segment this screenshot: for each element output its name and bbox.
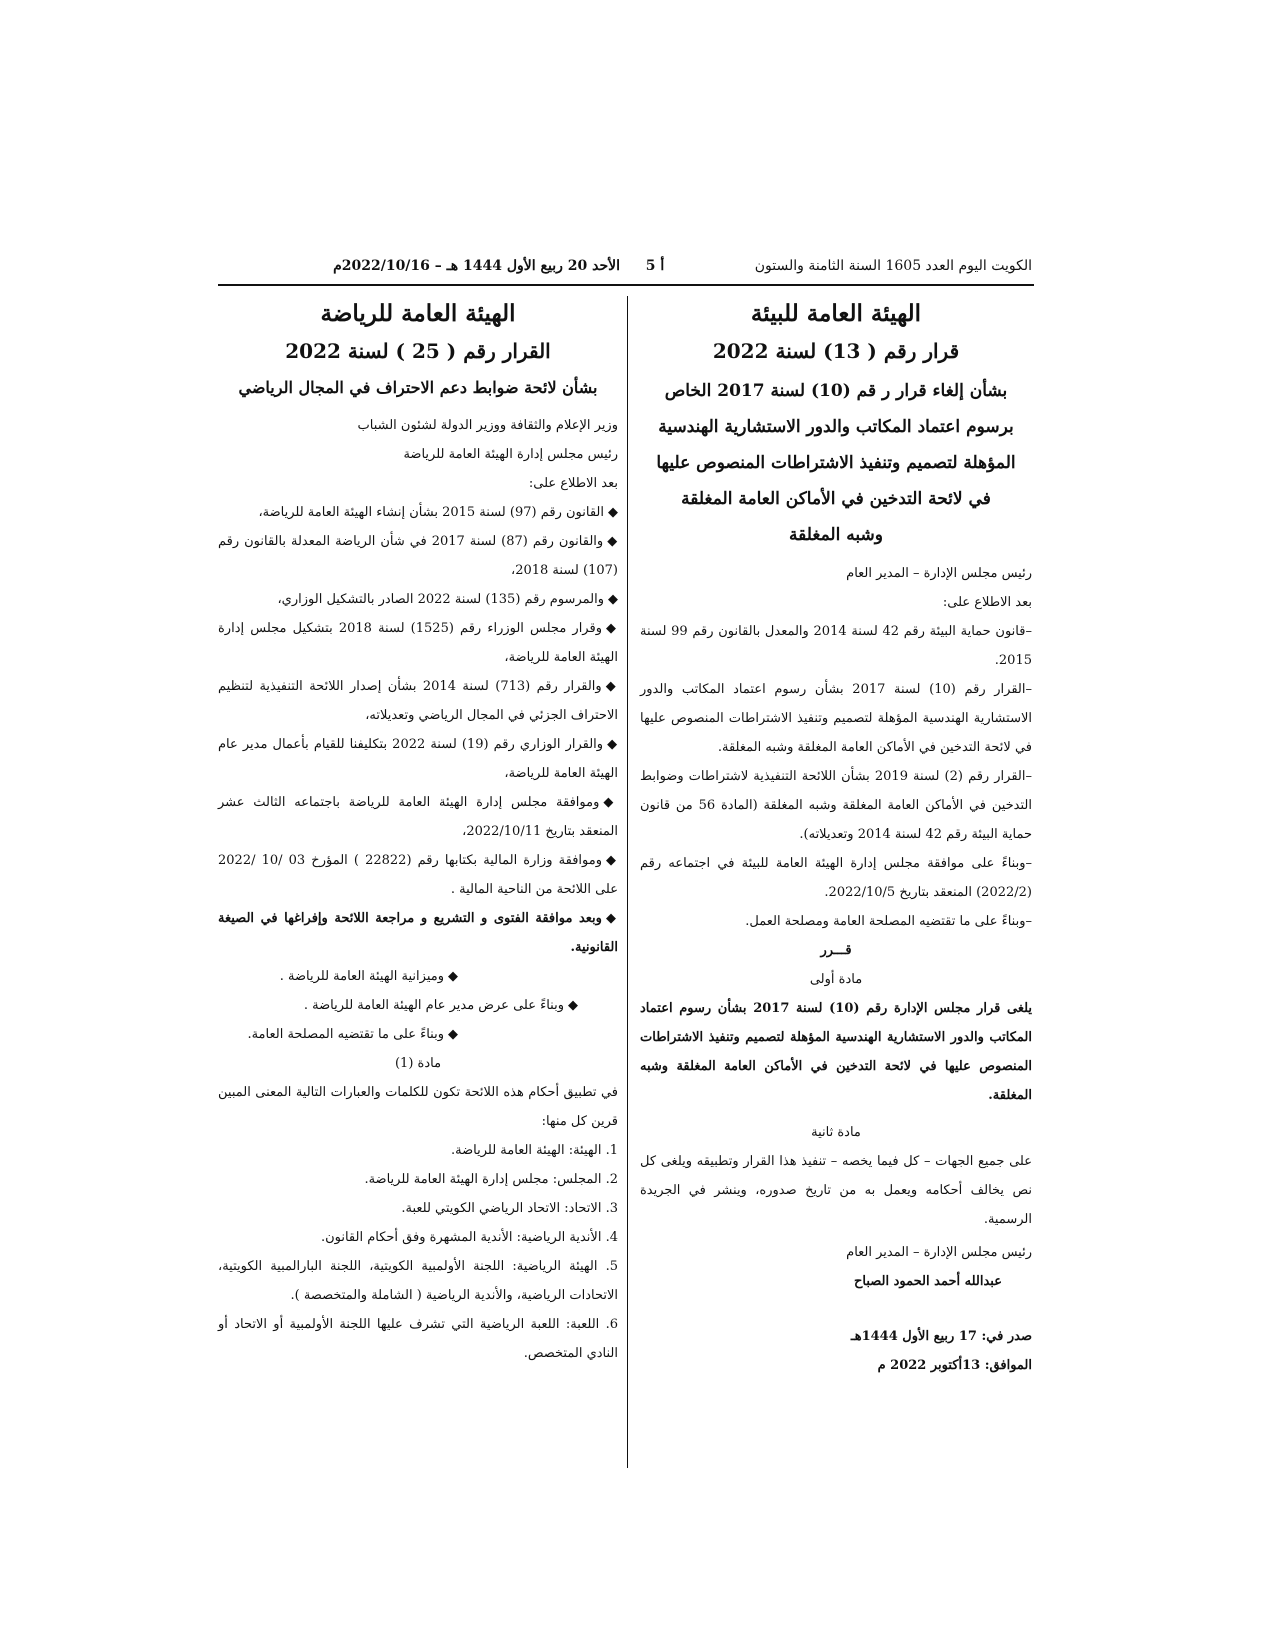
diamond-bullet-icon: ◆ bbox=[605, 911, 618, 926]
preamble-paragraph: –القرار رقم (10) لسنة 2017 بشأن رسوم اعتماد المكاتب والدور الاستشارية الهندسية المؤهلة لتصميم وتنفيذ الاشتراطات المنصوص عليها في لائحة التدخين في الأماكن العامة المغلقة وشبه المغلقة. bbox=[640, 682, 1032, 755]
diamond-bullet-icon: ◆ bbox=[605, 621, 618, 636]
list-item: ◆وموافقة مجلس إدارة الهيئة العامة للرياضة باجتماعه الثالث عشر المنعقد بتاريخ 2022/10/11، bbox=[218, 795, 618, 839]
list-item: ◆وموافقة وزارة المالية بكتابها رقم (22822 ) المؤرخ 03 /10 /2022 على اللائحة من الناحية المالية . bbox=[218, 853, 618, 897]
subject-line: المؤهلة لتصميم وتنفيذ الاشتراطات المنصوص عليها bbox=[656, 453, 1016, 473]
decision-subject bbox=[640, 373, 1032, 553]
list-item: ◆والقرار رقم (713) لسنة 2014 بشأن إصدار اللائحة التنفيذية لتنظيم الاحتراف الجزئي في المجال الرياضي وتعديلاته، bbox=[218, 679, 618, 723]
diamond-bullet-icon: ◆ bbox=[448, 1027, 458, 1042]
preamble-paragraph: –قانون حماية البيئة رقم 42 لسنة 2014 والمعدل بالقانون رقم 99 لسنة 2015. bbox=[640, 624, 1032, 668]
diamond-bullet-icon: ◆ bbox=[605, 679, 618, 694]
issuer: رئيس مجلس إدارة الهيئة العامة للرياضة bbox=[403, 447, 618, 462]
gazette-issue-info: الكويت اليوم العدد 1605 السنة الثامنة والستون bbox=[754, 258, 1032, 274]
list-item: ◆والقرار الوزاري رقم (19) لسنة 2022 بتكليفنا للقيام بأعمال مدير عام الهيئة العامة للرياضة، bbox=[218, 737, 619, 781]
preamble-paragraph: –القرار رقم (2) لسنة 2019 بشأن اللائحة التنفيذية لاشتراطات وضوابط التدخين في الأماكن العامة المغلقة وشبه المغلقة (المادة 56 من قانون حماية البيئة رقم 42 لسنة 2014 وتعديلاته). bbox=[640, 769, 1032, 842]
definition-item: 5. الهيئة الرياضية: اللجنة الأولمبية الكويتية، اللجنة البارالمبية الكويتية، الاتحادات الرياضية، والأندية الرياضية ( الشاملة والمتخصصة ). bbox=[218, 1259, 618, 1303]
list-item: ◆والمرسوم رقم (135) لسنة 2022 الصادر بالتشكيل الوزاري، bbox=[277, 592, 618, 607]
article-title: مادة أولى bbox=[809, 972, 863, 987]
signature-name: عبدالله أحمد الحمود الصباح bbox=[853, 1274, 1002, 1289]
preamble-paragraph: –وبناءً على ما تقتضيه المصلحة العامة ومصلحة العمل. bbox=[745, 914, 1032, 929]
definition-item: 3. الاتحاد: الاتحاد الرياضي الكويتي للعبة. bbox=[401, 1201, 618, 1216]
diamond-bullet-icon: ◆ bbox=[607, 737, 619, 752]
subject-line: برسوم اعتماد المكاتب والدور الاستشارية الهندسية bbox=[658, 417, 1014, 437]
signature-title: رئيس مجلس الإدارة – المدير العام bbox=[846, 1245, 1032, 1260]
corresponding-date: الموافق: 13أكتوبر 2022 م bbox=[877, 1358, 1032, 1373]
subject-line: وشبه المغلقة bbox=[789, 525, 883, 545]
definition-item: 2. المجلس: مجلس إدارة الهيئة العامة للرياضة. bbox=[364, 1172, 618, 1187]
definition-item: 4. الأندية الرياضية: الأندية المشهرة وفق أحكام القانون. bbox=[320, 1230, 618, 1245]
decision-number: قرار رقم ( 13) لسنة 2022 bbox=[712, 339, 960, 363]
subject-line: في لائحة التدخين في الأماكن العامة المغلقة bbox=[681, 489, 991, 509]
issuer: رئيس مجلس الإدارة – المدير العام bbox=[846, 566, 1032, 581]
article-title: مادة (1) bbox=[394, 1056, 442, 1071]
diamond-bullet-icon: ◆ bbox=[448, 969, 458, 984]
page-number: أ 5 bbox=[645, 258, 665, 274]
header-rule bbox=[218, 284, 1034, 286]
issued-date: صدر في: 17 ربيع الأول 1444هـ bbox=[850, 1329, 1032, 1344]
org-title: الهيئة العامة للرياضة bbox=[320, 300, 516, 327]
environment-authority-column bbox=[640, 300, 1032, 1380]
list-item: ◆القانون رقم (97) لسنة 2015 بشأن إنشاء الهيئة العامة للرياضة، bbox=[258, 505, 618, 520]
decision-subject: بشأن لائحة ضوابط دعم الاحتراف في المجال الرياضي bbox=[238, 378, 598, 397]
definition-item: 6. اللعبة: اللعبة الرياضية التي تشرف عليها اللجنة الأولمبية أو الاتحاد أو النادي المتخصص. bbox=[218, 1317, 618, 1361]
subject-line: بشأن إلغاء قرار ر قم (10) لسنة 2017 الخاص bbox=[664, 381, 1008, 401]
article-body: يلغى قرار مجلس الإدارة رقم (10) لسنة 2017 بشأن رسوم اعتماد المكاتب والدور الاستشارية الهندسية المؤهلة لتصميم وتنفيذ الاشتراطات المنصوص عليها في لائحة التدخين في الأماكن العامة المغلقة وشبه المغلقة. bbox=[640, 1001, 1033, 1103]
definition-item: 1. الهيئة: الهيئة العامة للرياضة. bbox=[451, 1143, 618, 1158]
issuer: وزير الإعلام والثقافة ووزير الدولة لشئون الشباب bbox=[357, 418, 618, 433]
diamond-bullet-icon: ◆ bbox=[606, 853, 618, 868]
diamond-bullet-icon: ◆ bbox=[607, 534, 619, 549]
list-item: ◆وقرار مجلس الوزراء رقم (1525) لسنة 2018 بتشكيل مجلس إدارة الهيئة العامة للرياضة، bbox=[218, 621, 618, 665]
after-review: بعد الاطلاع على: bbox=[528, 476, 618, 491]
diamond-bullet-icon: ◆ bbox=[608, 592, 618, 607]
list-item: ◆والقانون رقم (87) لسنة 2017 في شأن الرياضة المعدلة بالقانون رقم (107) لسنة 2018، bbox=[218, 534, 619, 578]
article-title: مادة ثانية bbox=[811, 1125, 861, 1140]
diamond-bullet-icon: ◆ bbox=[608, 505, 618, 520]
preamble-paragraph: –وبناءً على موافقة مجلس إدارة الهيئة العامة للبيئة في اجتماعه رقم (2022/2) المنعقد بتاريخ 2022/10/5. bbox=[640, 856, 1032, 900]
decision-number: القرار رقم ( 25 ) لسنة 2022 bbox=[285, 339, 551, 363]
list-item: ◆وبعد موافقة الفتوى و التشريع و مراجعة اللائحة وإفراغها في الصيغة القانونية. bbox=[218, 911, 618, 955]
sports-authority-column bbox=[218, 300, 618, 1368]
after-review: بعد الاطلاع على: bbox=[942, 595, 1032, 610]
issue-date: الأحد 20 ربيع الأول 1444 هـ – 2022/10/16م bbox=[333, 258, 620, 274]
org-title: الهيئة العامة للبيئة bbox=[750, 300, 922, 327]
list-item: ◆وبناءً على عرض مدير عام الهيئة العامة للرياضة . bbox=[303, 998, 578, 1013]
list-item: ◆وبناءً على ما تقتضيه المصلحة العامة. bbox=[247, 1027, 458, 1042]
diamond-bullet-icon: ◆ bbox=[568, 998, 578, 1013]
article-body: على جميع الجهات – كل فيما يخصه – تنفيذ هذا القرار وتطبيقه ويلغى كل نص يخالف أحكامه ويعمل به من تاريخ صدوره، وينشر في الجريدة الرسمية. bbox=[640, 1154, 1032, 1227]
diamond-bullet-icon: ◆ bbox=[603, 795, 618, 810]
column-divider bbox=[627, 296, 628, 1468]
article-intro: في تطبيق أحكام هذه اللائحة تكون للكلمات والعبارات التالية المعنى المبين قرين كل منها: bbox=[218, 1085, 618, 1129]
decided-heading: قـــرر bbox=[820, 943, 852, 958]
list-item: ◆وميزانية الهيئة العامة للرياضة . bbox=[279, 969, 458, 984]
